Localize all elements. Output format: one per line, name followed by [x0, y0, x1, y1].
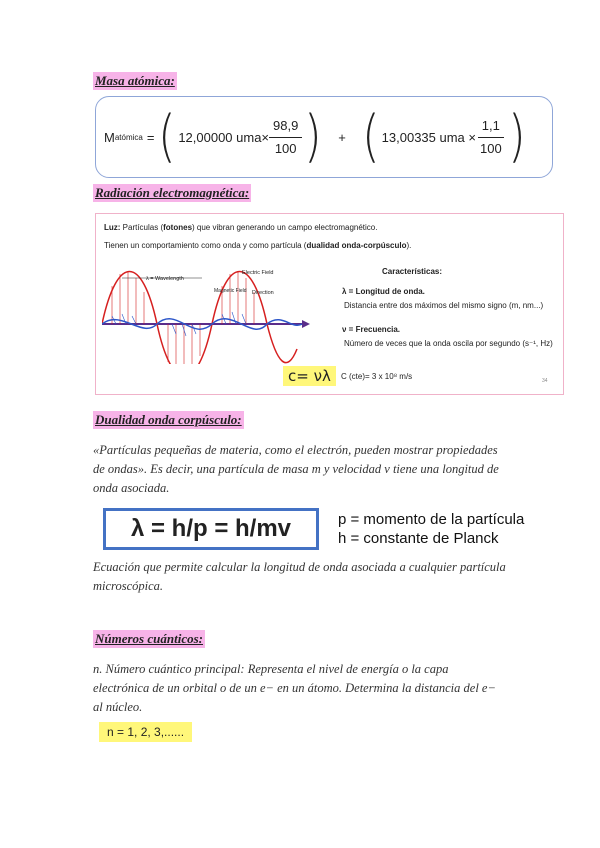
duality-paragraph: «Partículas pequeñas de materia, como el electrón, pueden mostrar propiedades de ondas». Es decir, una partícula de masa m y velocidad v tiene una longitud de onda asociada. — [93, 443, 499, 495]
electric-field-label: Electric Field — [242, 270, 274, 276]
fraction-2-numerator: 1,1 — [478, 115, 504, 138]
speed-of-light-formula: c= νλ — [283, 366, 336, 386]
fraction-1-denominator: 100 — [274, 140, 297, 156]
magnetic-field-label: Magnetic Field — [214, 288, 247, 294]
open-paren-1: ( — [158, 104, 177, 169]
quantum-heading: Números cuánticos: — [95, 631, 203, 646]
radiation-slide — [95, 213, 564, 395]
nu-description: Número de veces que la onda oscila por segundo (s⁻¹, Hz) — [344, 339, 553, 348]
lambda-description: Distancia entre dos máximos del mismo signo (m, nm...) — [344, 301, 544, 310]
principal-quantum-paragraph: n. Número cuántico principal: Representa el nivel de energía o la capa electrónica de un orbital o de un e− en un átomo. Determina la distancia del e− al núcleo. — [93, 662, 496, 714]
characteristics-title: Características: — [382, 267, 443, 276]
radiation-heading: Radiación electromagnética: — [95, 185, 250, 200]
duality-heading: Dualidad onda corpúsculo: — [95, 412, 242, 427]
formula-definitions — [338, 510, 524, 548]
planck-definition: h = constante de Planck — [338, 530, 499, 547]
equation-note: Ecuación que permite calcular la longitud de onda asociada a cualquier partícula microscópica. — [93, 560, 506, 593]
mass-heading: Masa atómica: — [95, 73, 175, 88]
mass-symbol: M — [104, 129, 115, 145]
term-2: 13,00335 uma × — [381, 129, 476, 145]
de-broglie-formula: λ = h/p = h/mv — [103, 508, 319, 550]
wavelength-label: λ = Wavelength — [146, 276, 184, 282]
direction-label: Direction — [252, 290, 274, 296]
lambda-label: λ = Longitud de onda. — [342, 287, 425, 296]
principal-quantum-values: n = 1, 2, 3,...... — [99, 722, 192, 742]
momentum-definition: p = momento de la partícula — [338, 511, 525, 528]
term-1: 12,00000 uma× — [178, 129, 270, 145]
electromagnetic-wave-diagram — [102, 264, 312, 364]
close-paren-1: ) — [304, 104, 323, 169]
plus-sign: + — [338, 129, 346, 145]
speed-of-light-value: C (cte)= 3 x 10⁸ m/s — [341, 372, 413, 381]
slide-page-number: 34 — [542, 378, 548, 384]
fraction-2-denominator: 100 — [479, 140, 502, 156]
fraction-1-numerator: 98,9 — [269, 115, 302, 138]
fraction-2 — [476, 115, 506, 160]
mass-subscript: atómica — [114, 132, 143, 142]
slide-line-1: Luz: Partículas (fotones) que vibran generando un campo electromagnético. — [104, 223, 378, 232]
equals-sign: = — [146, 129, 155, 145]
fraction-1 — [269, 115, 302, 160]
open-paren-2: ( — [361, 104, 380, 169]
close-paren-2: ) — [507, 104, 526, 169]
atomic-mass-formula-box — [95, 96, 553, 178]
nu-label: ν = Frecuencia. — [342, 325, 401, 334]
slide-line-2: Tienen un comportamiento como onda y como partícula (dualidad onda-corpúsculo). — [104, 241, 412, 250]
